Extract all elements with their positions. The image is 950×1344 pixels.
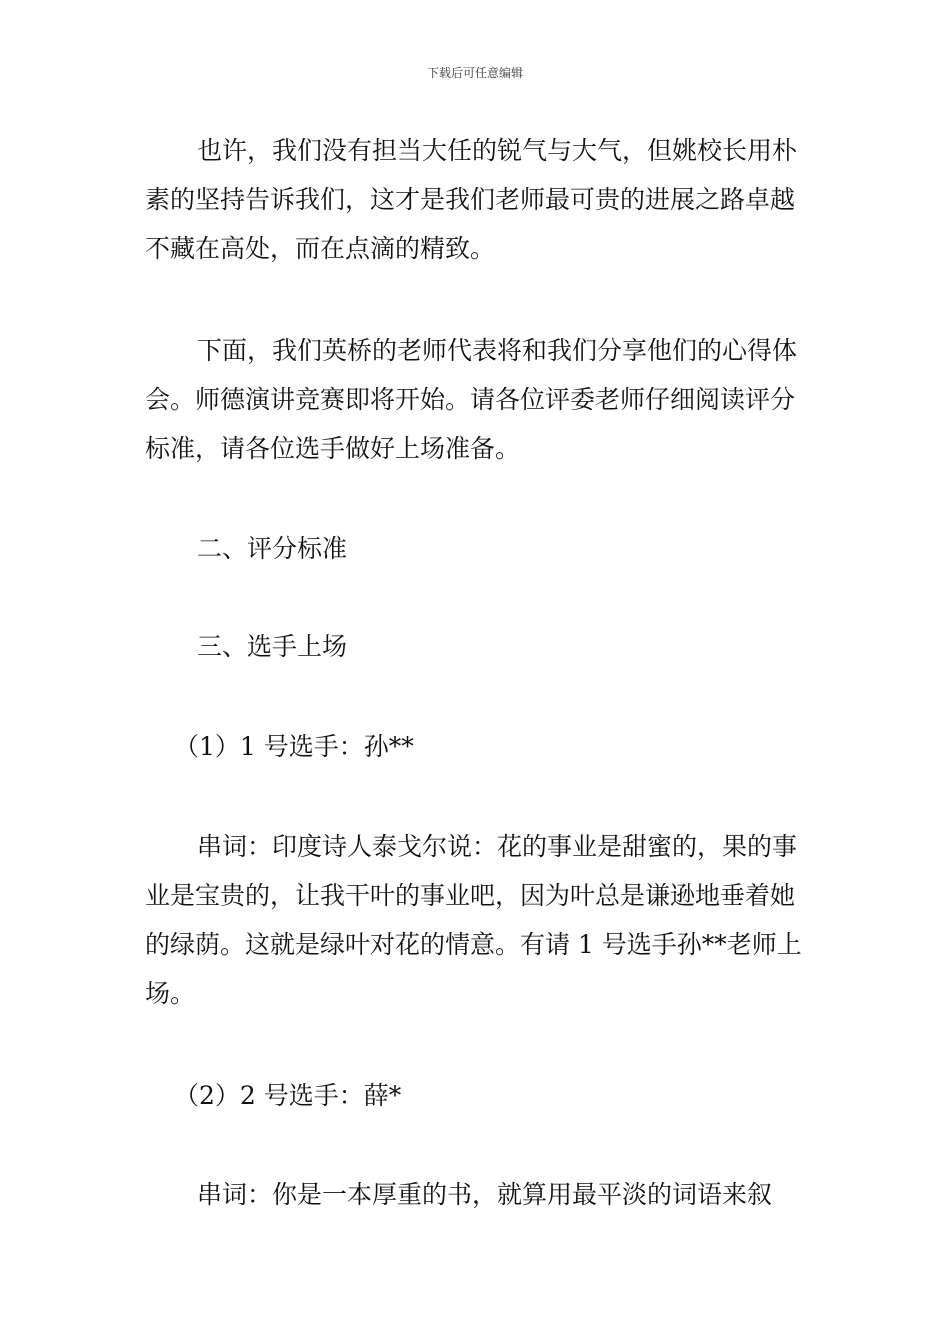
paragraph-contestant-2-intro: 串词：你是一本厚重的书，就算用最平淡的词语来叙	[197, 1180, 773, 1209]
contestant-1-heading: （1）1 号选手：孙**	[174, 732, 414, 761]
page-header: 下载后可任意编辑	[426, 66, 523, 80]
paragraph-contestant-1-intro: 串词：印度诗人泰戈尔说：花的事业是甜蜜的，果的事业是宝贵的，让我干叶的事业吧，因为叶总是谦逊地垂着她的绿荫。这就是绿叶对花的情意。有请 1 号选手孙**老师上场。	[145, 832, 802, 1008]
section-heading-contestants: 三、选手上场	[197, 632, 348, 661]
paragraph-intro: 也许，我们没有担当大任的锐气与大气，但姚校长用朴素的坚持告诉我们，这才是我们老师最可贵的进展之路卓越不藏在高处，而在点滴的精致。	[145, 136, 798, 263]
paragraph-teachers-share: 下面，我们英桥的老师代表将和我们分享他们的心得体会。师德演讲竞赛即将开始。请各位评委老师仔细阅读评分标准，请各位选手做好上场准备。	[145, 336, 798, 463]
section-heading-scoring: 二、评分标准	[197, 534, 348, 563]
contestant-2-heading: （2）2 号选手：薛*	[174, 1081, 402, 1110]
